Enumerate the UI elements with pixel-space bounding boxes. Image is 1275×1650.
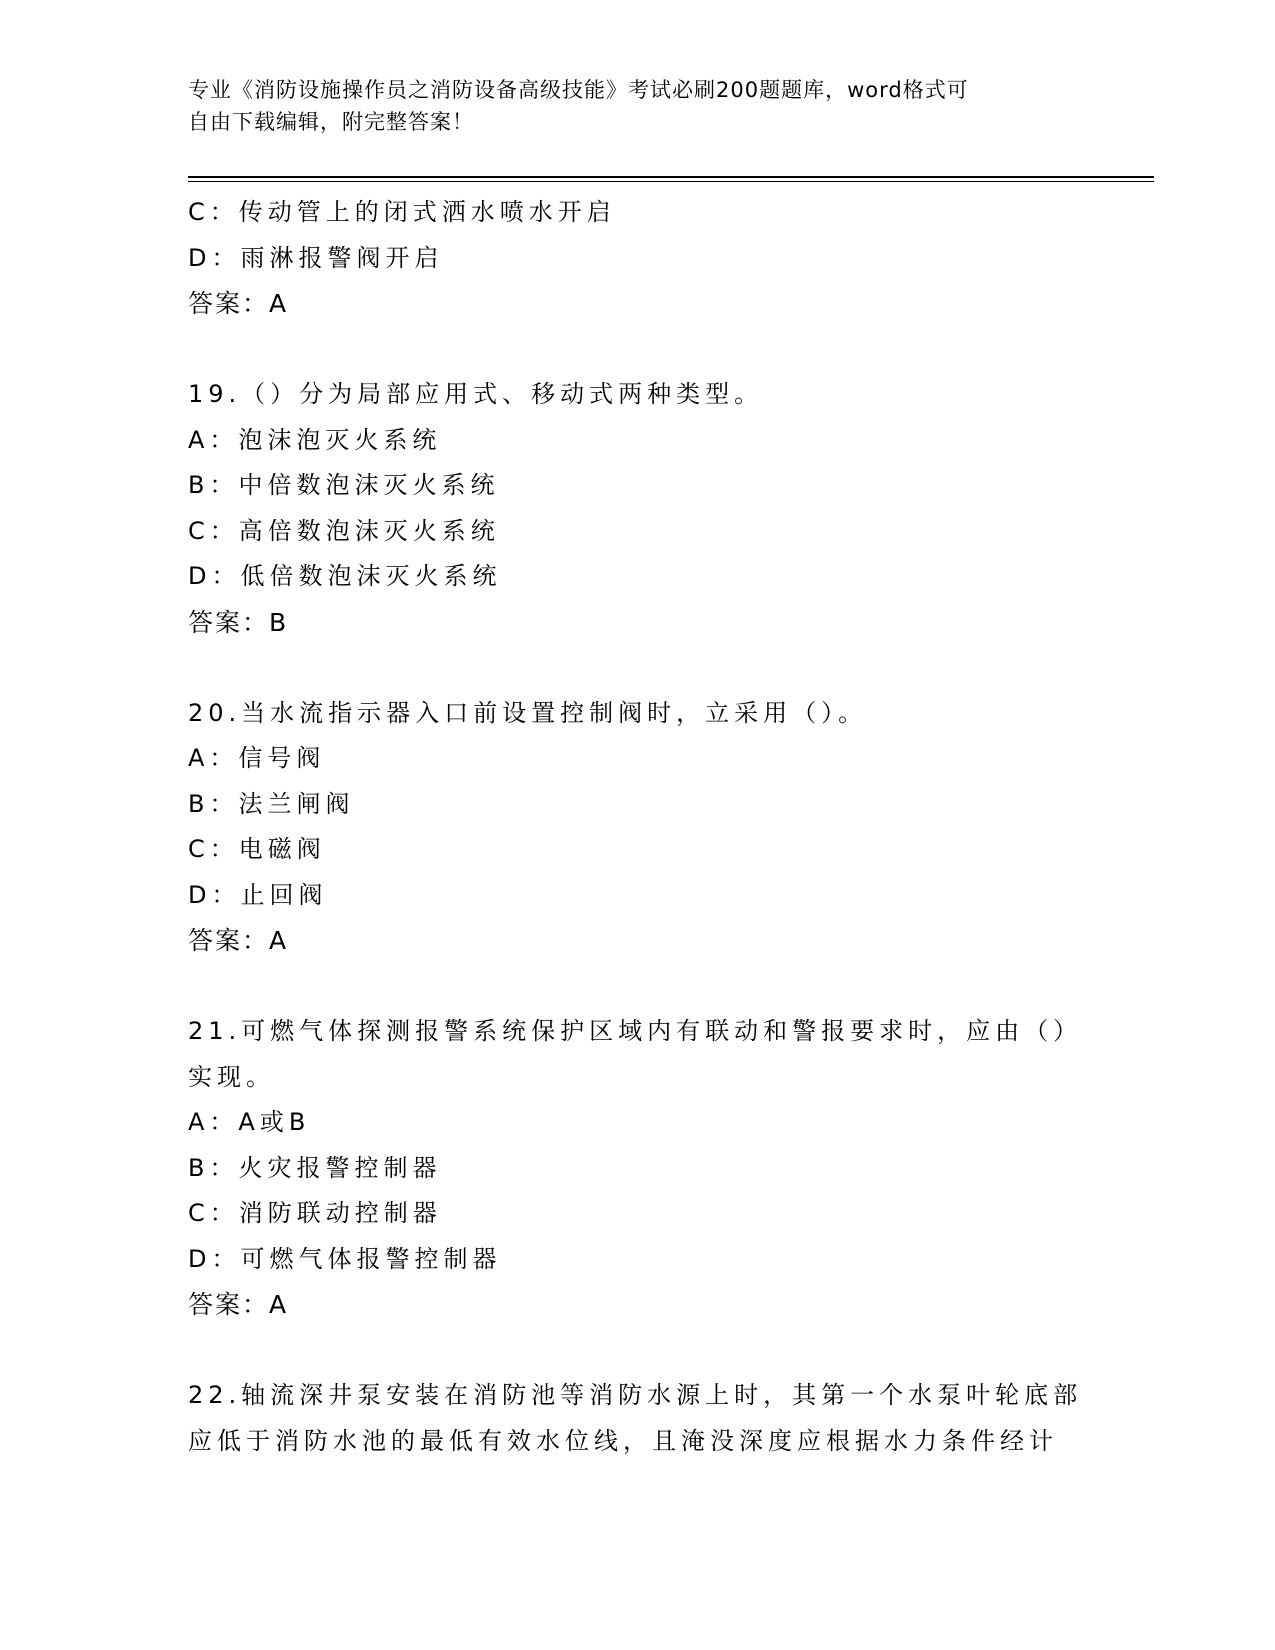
question-19 — [188, 372, 1088, 645]
option-c: C：电磁阀 — [188, 835, 326, 863]
page-header — [188, 74, 1088, 138]
answer-line: 答案：A — [188, 289, 289, 318]
question-21 — [188, 1009, 1088, 1328]
prev-question-block — [188, 190, 1088, 327]
option-a: A：A或B — [188, 1108, 311, 1136]
option-d: D：止回阀 — [188, 880, 328, 909]
header-divider-thin — [188, 181, 1154, 182]
option-b: B：火灾报警控制器 — [188, 1153, 442, 1182]
answer-line: 答案：A — [188, 1290, 289, 1319]
spacer — [188, 327, 1088, 373]
question-stem: 19.（）分为局部应用式、移动式两种类型。 — [188, 380, 764, 408]
question-stem-line-2: 实现。 — [188, 1062, 275, 1091]
question-stem: 20.当水流指示器入口前设置控制阀时，立采用（）。 — [188, 698, 868, 727]
question-22 — [188, 1373, 1088, 1464]
option-b: B：法兰闸阀 — [188, 789, 355, 818]
spacer — [188, 645, 1088, 691]
header-divider-thick — [188, 176, 1154, 178]
spacer — [188, 1328, 1088, 1374]
header-line-2: 自由下载编辑，附完整答案！ — [188, 110, 474, 134]
spacer — [188, 964, 1088, 1010]
option-d: D：雨淋报警阀开启 — [188, 243, 444, 272]
answer-line: 答案：B — [188, 607, 289, 637]
option-a: A：信号阀 — [188, 744, 326, 772]
option-d: D：可燃气体报警控制器 — [188, 1244, 502, 1273]
option-c: C：高倍数泡沫灭火系统 — [188, 516, 500, 545]
document-body — [188, 190, 1088, 1464]
question-stem-line-2: 应低于消防水池的最低有效水位线，且淹没深度应根据水力条件经计 — [188, 1426, 1058, 1455]
answer-line: 答案：A — [188, 926, 289, 955]
option-d: D：低倍数泡沫灭火系统 — [188, 562, 502, 590]
option-b: B：中倍数泡沫灭火系统 — [188, 471, 500, 499]
header-line-1: 专业《消防设施操作员之消防设备高级技能》考试必刷200题题库，word格式可 — [188, 78, 969, 102]
question-stem-line-1: 21.可燃气体探测报警系统保护区域内有联动和警报要求时，应由（） — [188, 1017, 1083, 1045]
option-c: C：消防联动控制器 — [188, 1199, 442, 1227]
question-stem-line-1: 22.轴流深井泵安装在消防池等消防水源上时，其第一个水泵叶轮底部 — [188, 1381, 1083, 1409]
option-c: C：传动管上的闭式洒水喷水开启 — [188, 198, 616, 226]
question-20 — [188, 691, 1088, 964]
option-a: A：泡沫泡灭火系统 — [188, 425, 442, 454]
